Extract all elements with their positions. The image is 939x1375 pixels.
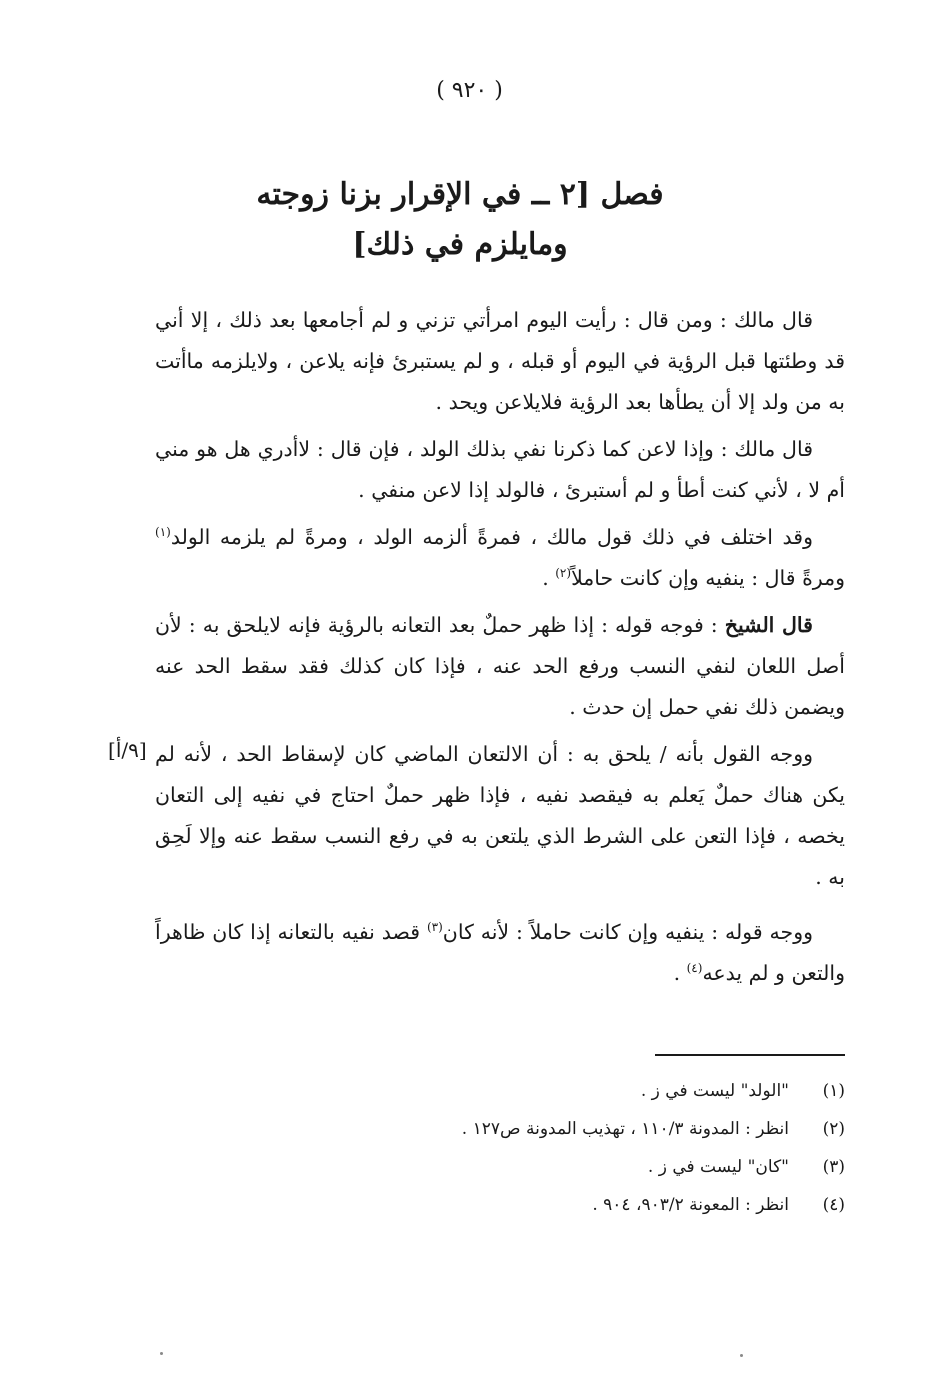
footnote-item (380, 1186, 845, 1224)
paragraph-3 (155, 517, 845, 599)
footnote-text: "الولد" ليست في ز . (640, 1081, 789, 1101)
sheikh-label: قال الشيخ (724, 613, 813, 637)
scan-speck (740, 1354, 743, 1357)
footnote-item (380, 1148, 845, 1186)
manuscript-folio-marker: [٩/أ] (108, 738, 147, 762)
footnote-number: (٣) (822, 1157, 845, 1177)
section-title-line-2: ومايلزم في ذلك] (352, 227, 568, 262)
paragraph-2: قال مالك : وإذا لاعن كما ذكرنا نفي بذلك الولد ، فإن قال : لاأدري هل هو مني أم لا ، لأني كنت أطأ و لم أستبرئ ، فالولد إذا لاعن منفي . (155, 437, 845, 502)
footnote-item (380, 1110, 845, 1148)
paragraph-6-text-cont: قصد نفيه بالتعانه إذا كان ظاهراً والتعن و لم يدعه (155, 920, 845, 985)
footnote-text: انظر : المدونة ١١٠/٣ ، تهذيب المدونة ص١٢٧ . (461, 1119, 789, 1139)
paragraph-1: قال مالك : ومن قال : رأيت اليوم امرأتي تزني و لم أجامعها بعد ذلك ، إلا أني قد وطئتها قبل الرؤية في اليوم أو قبله ، و لم يستبرئ فإنه يلاعن ، ولايلزمه ماأتت به من ولد إلا أن يطأها بعد الرؤية فلايلاعن ويحد . (155, 308, 845, 414)
footnote-ref-2: (٢) (555, 566, 572, 581)
footnote-number: (٢) (822, 1119, 845, 1139)
paragraph-4 (155, 605, 845, 728)
paragraph-5: ووجه القول بأنه / يلحق به : أن الالتعان الماضي كان لإسقاط الحد ، لأنه لم يكن هناك حملٌ يَعلم به فيقصد نفيه ، فإذا ظهر حملٌ احتاج في نفيه إلى التعان يخصه ، فإذا التعن على الشرط الذي يلتعن به في رفع النسب سقط عنه وإلا لَحِق به . (155, 742, 845, 889)
footnote-number: (١) (822, 1081, 845, 1101)
main-text (155, 300, 845, 1000)
paragraph-3-text: وقد اختلف في ذلك قول مالك ، فمرةً ألزمه الولد ، ومرةً لم يلزمه الولد (170, 525, 813, 549)
page-number: ( ٩٢٠ ) (436, 78, 503, 103)
footnote-ref-1: (١) (155, 525, 171, 540)
scan-speck (160, 1352, 163, 1355)
paragraph-6-end: . (673, 961, 687, 985)
footnote-separator (655, 1054, 845, 1056)
footnotes (380, 1072, 845, 1224)
paragraph-3-text-cont: ومرةً قال : ينفيه وإن كانت حاملاً (571, 566, 845, 590)
section-title (200, 170, 720, 270)
footnote-item (380, 1072, 845, 1110)
paragraph-4-text: : فوجه قوله : إذا ظهر حملٌ بعد التعانه بالرؤية فإنه لايلحق به : لأن أصل اللعان لنفي النسب ورفع الحد عنه ، فإذا كان كذلك فقد سقط الحد عنه ويضمن ذلك نفي حمل إن حدث . (155, 613, 845, 719)
footnote-number: (٤) (822, 1195, 845, 1215)
paragraph-6-text: ووجه قوله : ينفيه وإن كانت حاملاً : لأنه كان (442, 920, 813, 944)
footnote-ref-4: (٤) (686, 961, 703, 976)
footnote-text: انظر : المعونة ٩٠٣/٢، ٩٠٤ . (592, 1195, 789, 1215)
paragraph-6 (155, 912, 845, 994)
footnote-ref-3: (٣) (426, 920, 443, 935)
paragraph-3-end: . (542, 566, 556, 590)
section-title-line-1: فصل [٢ ــ في الإقرار بزنا زوجته (256, 177, 664, 212)
footnote-text: "كان" ليست في ز . (647, 1157, 789, 1177)
